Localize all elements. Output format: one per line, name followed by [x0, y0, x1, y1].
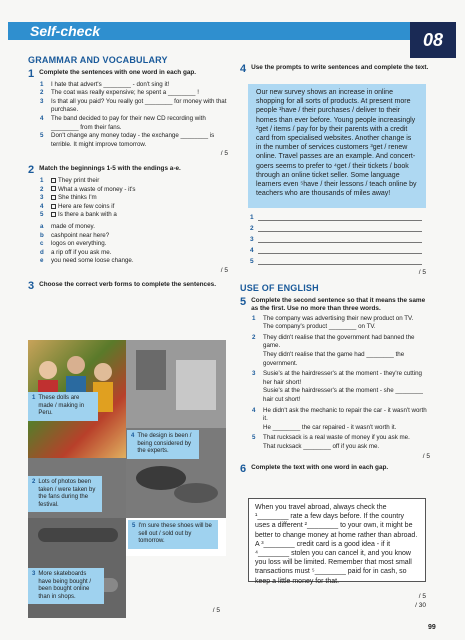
- ex5-score: / 5: [422, 452, 430, 460]
- ex1-item-number: 1: [40, 80, 44, 88]
- ex4-text: Our new survey shows an increase in online shopping for all sorts of products. At present more people ¹have / their purchases / deliver to their homes than ever before. Young people increasingly ²get / items / pay for by their parents with a credit card from specialised websites. Another change is in the number of services customers ³get / renew online. Travel passes are an example. And concert-goers seems to prefer to ⁴get / their tickets / book through an online ticket seller. Some language learners even ⁵have / their lessons / teach online by teachers who are thousands of miles away!: [256, 89, 417, 198]
- caption-1-text: These dolls are made / making in Peru.: [38, 395, 85, 416]
- caption-2-text: The design is been / being considered by the experts.: [137, 433, 192, 454]
- ex4-line-number: 1: [250, 214, 254, 221]
- ex5-item: [252, 407, 430, 433]
- ex1-instruction: Complete the sentences with one word in each gap.: [39, 68, 197, 76]
- ex2-items: [40, 177, 228, 220]
- caption-3-text: Lots of photos been taken / were taken by the fans during the festival.: [38, 479, 96, 508]
- ex1-item-number: 4: [40, 114, 44, 122]
- ex2-item: [40, 177, 228, 186]
- ex2-ending-text: cashpoint near here?: [51, 231, 110, 239]
- ex3-instruction: Choose the correct verb forms to complete the sentences.: [39, 281, 216, 289]
- ex1-items: [40, 81, 228, 150]
- ex5-number: 5: [240, 295, 247, 308]
- ex2-checkbox[interactable]: [51, 204, 56, 209]
- ex5-item-original: That rucksack is a real waste of money if you ask me.: [263, 434, 410, 442]
- ex1-item-number: 2: [40, 89, 44, 97]
- ex5-instruction: Complete the second sentence so that it means the same as the first. Use no more than three words.: [251, 296, 426, 312]
- ex1-item-text: Is that all you paid? You really got ________ for money with that purchase.: [51, 97, 227, 114]
- ex2-item-body: [51, 186, 136, 195]
- ex5-item-body: [263, 407, 430, 433]
- ex2-item-text: Is there a bank with a: [58, 211, 117, 219]
- ex5-item-original: Susie's at the hairdresser's at the moment - they're cutting her hair short!: [263, 370, 422, 386]
- ex4-line-number: 4: [250, 247, 254, 254]
- caption-3: 2 Lots of photos been taken / were taken by the fans during the festival.: [28, 476, 102, 512]
- use-of-english: [240, 284, 430, 474]
- ex5-item-body: [263, 370, 430, 404]
- ex2-ending: [40, 232, 228, 241]
- ex2-checkbox[interactable]: [51, 212, 56, 217]
- ex2-ending-text: logos on everything.: [51, 240, 107, 248]
- ex5-item-original: He didn't ask the mechanic to repair the car - it wasn't worth it.: [263, 406, 427, 423]
- ex2-item: [40, 186, 228, 195]
- ex5-item-original: The company was advertising their new product on TV.: [263, 314, 414, 322]
- exercise-2: [28, 165, 228, 175]
- ex5-items: [252, 315, 430, 452]
- exercise-6: [240, 464, 430, 474]
- ex4-line-number: 5: [250, 258, 254, 265]
- ex2-item-text: Here are few coins if: [58, 202, 115, 210]
- ex4-text-box: [248, 84, 426, 208]
- ex5-item-body: [263, 434, 410, 451]
- ex4-answer-lines: [250, 210, 422, 265]
- ex4-line-blank[interactable]: [258, 257, 422, 265]
- ex5-item-body: [263, 315, 413, 332]
- ex1-item-text: The coat was really expensive; he spent a ________ !: [51, 89, 199, 97]
- ex2-ending-letter: e: [40, 257, 44, 265]
- ex4-header: [240, 60, 430, 74]
- ex4-instruction: Use the prompts to write sentences and complete the text.: [251, 64, 429, 71]
- ex1-item: [40, 115, 228, 132]
- ex4-line-number: 3: [250, 236, 254, 243]
- ex2-item-number: 2: [40, 185, 44, 193]
- page-number: 99: [428, 624, 436, 631]
- header-title: Self-check: [30, 23, 101, 39]
- ex5-item-rewrite: He ________ the car repaired - it wasn't worth it.: [263, 423, 397, 431]
- ex2-ending: [40, 240, 228, 249]
- ex6-instruction: Complete the text with one word in each gap.: [251, 464, 389, 472]
- exercise-4: [240, 64, 430, 74]
- ex4-score: / 5: [418, 269, 426, 276]
- ex4-answer-line: [250, 254, 422, 265]
- ex2-ending-letter: b: [40, 231, 44, 239]
- ex4-line-blank[interactable]: [258, 224, 422, 232]
- ex1-number: 1: [28, 67, 35, 80]
- caption-5: 3 More skateboards have being bought / been bought online than in shops.: [28, 568, 104, 604]
- design-photo: [126, 340, 226, 428]
- ex2-item-text: She thinks I'm: [58, 194, 97, 202]
- ex4-line-blank[interactable]: [258, 235, 422, 243]
- ex2-item-body: [51, 194, 97, 203]
- ex5-item-rewrite: They didn't realise that the game had ________ the government.: [263, 350, 405, 367]
- ex2-ending-letter: d: [40, 248, 44, 256]
- ex4-answer-line: [250, 210, 422, 221]
- ex3-number: 3: [28, 280, 35, 293]
- ex5-item-rewrite: The company's product ________ on TV.: [263, 323, 376, 331]
- ex5-item: [252, 370, 430, 404]
- ex2-item: [40, 203, 228, 212]
- ex2-ending-letter: a: [40, 222, 44, 230]
- ex2-ending-letter: c: [40, 240, 44, 248]
- caption-1: 1 These dolls are made / making in Peru.: [28, 392, 98, 421]
- ex2-item-number: 5: [40, 211, 44, 219]
- ex4-answer-line: [250, 243, 422, 254]
- caption-2: 4 The design is been / being considered by the experts.: [127, 430, 199, 459]
- ex4-answer-line: [250, 232, 422, 243]
- header: [0, 0, 465, 50]
- ex2-ending: [40, 257, 228, 266]
- ex1-score: / 5: [220, 150, 228, 158]
- exercise-5: [240, 297, 430, 313]
- caption-5-text: More skateboards have being bought / been bought online than in shops.: [38, 571, 92, 600]
- ex5-item-original: They didn't realise that the government had banned the game.: [263, 333, 415, 350]
- ex5-item-number: 2: [252, 333, 256, 341]
- ex1-item: [40, 81, 228, 90]
- ex5-item-body: [263, 334, 430, 368]
- ex2-checkbox[interactable]: [51, 186, 56, 191]
- ex1-item-number: 3: [40, 97, 44, 105]
- ex2-item: [40, 211, 228, 220]
- ex2-item-body: [51, 177, 99, 186]
- ex6-text-box: [248, 498, 426, 585]
- ex4-answer-line: [250, 221, 422, 232]
- ex1-item-text: The band decided to pay for their new CD recording with ________ from their fans.: [51, 114, 206, 131]
- ex1-item: [40, 98, 228, 115]
- caption-4: 5 I'm sure these shoes will be sell out / sold out by tomorrow.: [128, 520, 218, 549]
- ex2-item-number: 3: [40, 194, 44, 202]
- ex5-item-rewrite: Susie's at the hairdresser's at the moment - she ________ hair cut short!: [263, 387, 423, 403]
- ex2-checkbox[interactable]: [51, 178, 56, 183]
- unit-number: 08: [410, 22, 456, 58]
- ex4-number: 4: [240, 63, 247, 75]
- ex2-endings: [40, 223, 228, 266]
- use-of-english-title: USE OF ENGLISH: [240, 283, 319, 293]
- ex2-ending-text: made of money.: [51, 222, 95, 230]
- ex2-item-number: 4: [40, 202, 44, 210]
- ex2-item-body: [51, 203, 114, 212]
- exercise-3: [28, 281, 228, 291]
- ex1-item: [40, 89, 228, 98]
- ex5-item: [252, 434, 430, 451]
- ex2-item-body: [51, 211, 117, 220]
- total-score: / 30: [415, 602, 426, 609]
- grammar-title: GRAMMAR AND VOCABULARY: [28, 55, 168, 65]
- ex2-item-text: They print their: [58, 176, 100, 184]
- ex2-ending: [40, 249, 228, 258]
- ex5-item-rewrite: That rucksack ________ off if you ask me.: [263, 442, 380, 450]
- ex6-number: 6: [240, 463, 247, 476]
- ex4-line-number: 2: [250, 225, 254, 232]
- ex5-item-number: 5: [252, 434, 256, 442]
- ex2-checkbox[interactable]: [51, 195, 56, 200]
- ex3-score: / 5: [212, 607, 220, 614]
- ex2-ending-text: you need some loose change.: [51, 257, 134, 265]
- ex1-item-number: 5: [40, 132, 44, 140]
- ex2-ending: [40, 223, 228, 232]
- ex5-item-number: 4: [252, 406, 256, 414]
- ex6-score: / 5: [418, 593, 426, 600]
- exercise-1: [28, 69, 228, 79]
- caption-4-text: I'm sure these shoes will be sell out / sold out by tomorrow.: [138, 523, 212, 544]
- ex5-item-number: 3: [252, 370, 256, 378]
- ex5-item: [252, 315, 430, 332]
- ex2-instruction: Match the beginnings 1-5 with the endings a-e.: [39, 164, 181, 172]
- ex2-item-number: 1: [40, 176, 44, 184]
- ex4-line-blank[interactable]: [258, 213, 422, 221]
- ex2-ending-text: a rip off if you ask me.: [51, 248, 112, 256]
- ex6-text: When you travel abroad, always check the ¹________ rate a few days before. If the country uses a different ²________ to your own, it might be better to change money at home rather than abroad. A ³________ credit card is a good idea - if it ⁴________ stolen you can cancel it, and you know you loss will be limited. Remember that most small transactions must ⁵________ paid for in cash, so keep a little money for that.: [255, 504, 418, 585]
- design-image: [126, 340, 226, 428]
- ex1-item: [40, 132, 228, 149]
- ex1-item-text: I hate that advert's ________ - don't sing it!: [51, 80, 170, 88]
- ex2-item-text: What a waste of money - it's: [58, 185, 136, 193]
- ex2-item: [40, 194, 228, 203]
- ex2-number: 2: [28, 163, 35, 176]
- ex5-item: [252, 334, 430, 368]
- left-column: [28, 56, 228, 291]
- ex4-line-blank[interactable]: [258, 246, 422, 254]
- ex1-item-text: Don't change any money today - the exchange ________ is terrible. It might improve tomorrow.: [51, 132, 215, 148]
- ex2-score: / 5: [220, 266, 228, 274]
- ex5-item-number: 1: [252, 314, 256, 322]
